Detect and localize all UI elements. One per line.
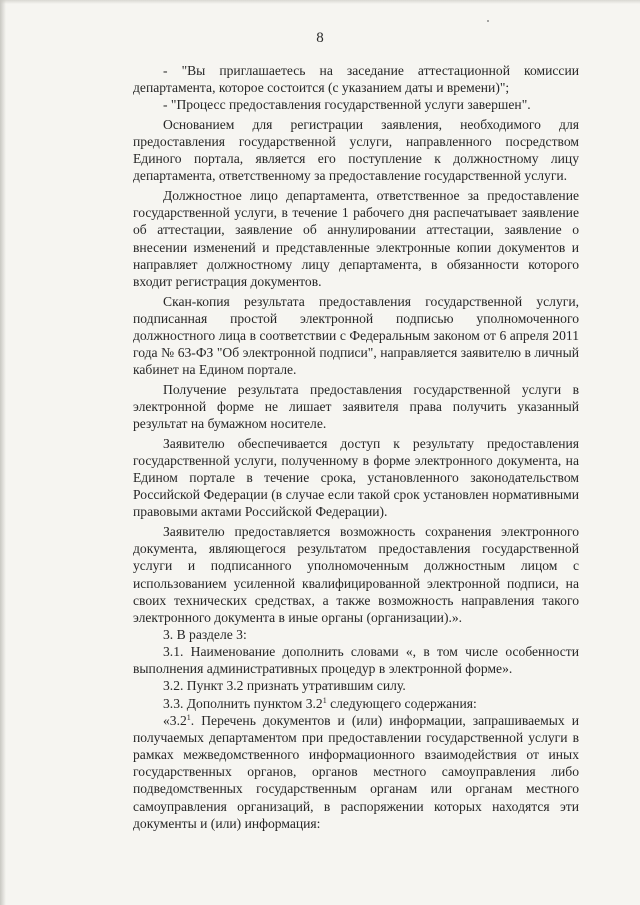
paragraph-result-receipt: Получение результата предоставления государственной услуги в электронной форме не лишает заявителя права получить указанный результат на бумажном носителе. (133, 381, 579, 432)
paragraph-3-2-1-text: . Перечень документов и (или) информации, запрашиваемых и получаемых департаментом при предоставлении государственной услуги в рамках межведомственного информационного взаимодействия от иных государственных органов, органов местного самоуправления либо подведомственных государственным органам или органам местного самоуправления организаций, в распоряжении которых находятся эти документы и (или) информация: (133, 712, 579, 831)
document-body (133, 62, 579, 832)
paragraph-scan-copy: Скан-копия результата предоставления государственной услуги, подписанная простой электронной подписью уполномоченного должностного лица в соответствии с Федеральным законом от 6 апреля 2011 года № 63-ФЗ "Об электронной подписи", направляется заявителю в личный кабинет на Едином портале. (133, 293, 579, 378)
scan-edge-left (0, 0, 6, 905)
paragraph-section-3: 3. В разделе 3: (163, 627, 247, 642)
superscript-marker: 1 (186, 712, 191, 722)
paragraph-3-3 (133, 695, 579, 712)
paragraph-official-duties: Должностное лицо департамента, ответственное за предоставление государственной услуги, в течение 1 рабочего дня распечатывает заявление об аттестации, заявление об аннулировании аттестации, заявление о внесении изменений и представленные электронные копии документов и направляет должностному лицу департамента, в обязанности которого входит регистрация документов. (133, 188, 579, 289)
page-number: 8 (316, 30, 324, 46)
paragraph-3-1: 3.1. Наименование дополнить словами «, в том числе особенности выполнения административных процедур в электронной форме». (133, 644, 579, 677)
paragraph-3-2: 3.2. Пункт 3.2 признать утратившим силу. (163, 678, 406, 694)
paragraph-invitation: - "Вы приглашаетесь на заседание аттестационной комиссии департамента, которое состоится (с указанием даты и времени)"; (133, 63, 579, 96)
superscript-marker: 1 (322, 695, 327, 705)
scan-speck (487, 20, 489, 22)
paragraph-process-completed: - "Процесс предоставления государственной услуги завершен". (163, 97, 531, 113)
paragraph-registration-basis: Основанием для регистрации заявления, необходимого для предоставления государственной услуги, направленного посредством Единого портала, является его поступление к должностному лицу департамента, ответственному за предоставление государственной услуги. (133, 116, 579, 184)
paragraph-3-3-text-end: следующего содержания: (326, 695, 477, 711)
scan-edge-top (0, 0, 640, 4)
paragraph-result-access: Заявителю обеспечивается доступ к результату предоставления государственной услуги, полученному в форме электронного документа, на Едином портале в течение срока, установленного законодательством Российской Федерации (в случае если такой срок установлен нормативными правовыми актами Российской Федерации). (133, 435, 579, 520)
paragraph-3-2-1-number: «3.2 (163, 712, 187, 728)
paragraph-3-3-text: 3.3. Дополнить пунктом 3.2 (163, 695, 323, 711)
paragraph-document-saving: Заявителю предоставляется возможность сохранения электронного документа, являющегося результатом предоставления государственной услуги и подписанного уполномоченным должностным лицом с использованием усиленной квалифицированной электронной подписи, на своих технических средствах, а также возможность направления такого электронного документа в иные органы (организации).». (133, 524, 579, 625)
paragraph-3-2-1 (133, 712, 579, 832)
